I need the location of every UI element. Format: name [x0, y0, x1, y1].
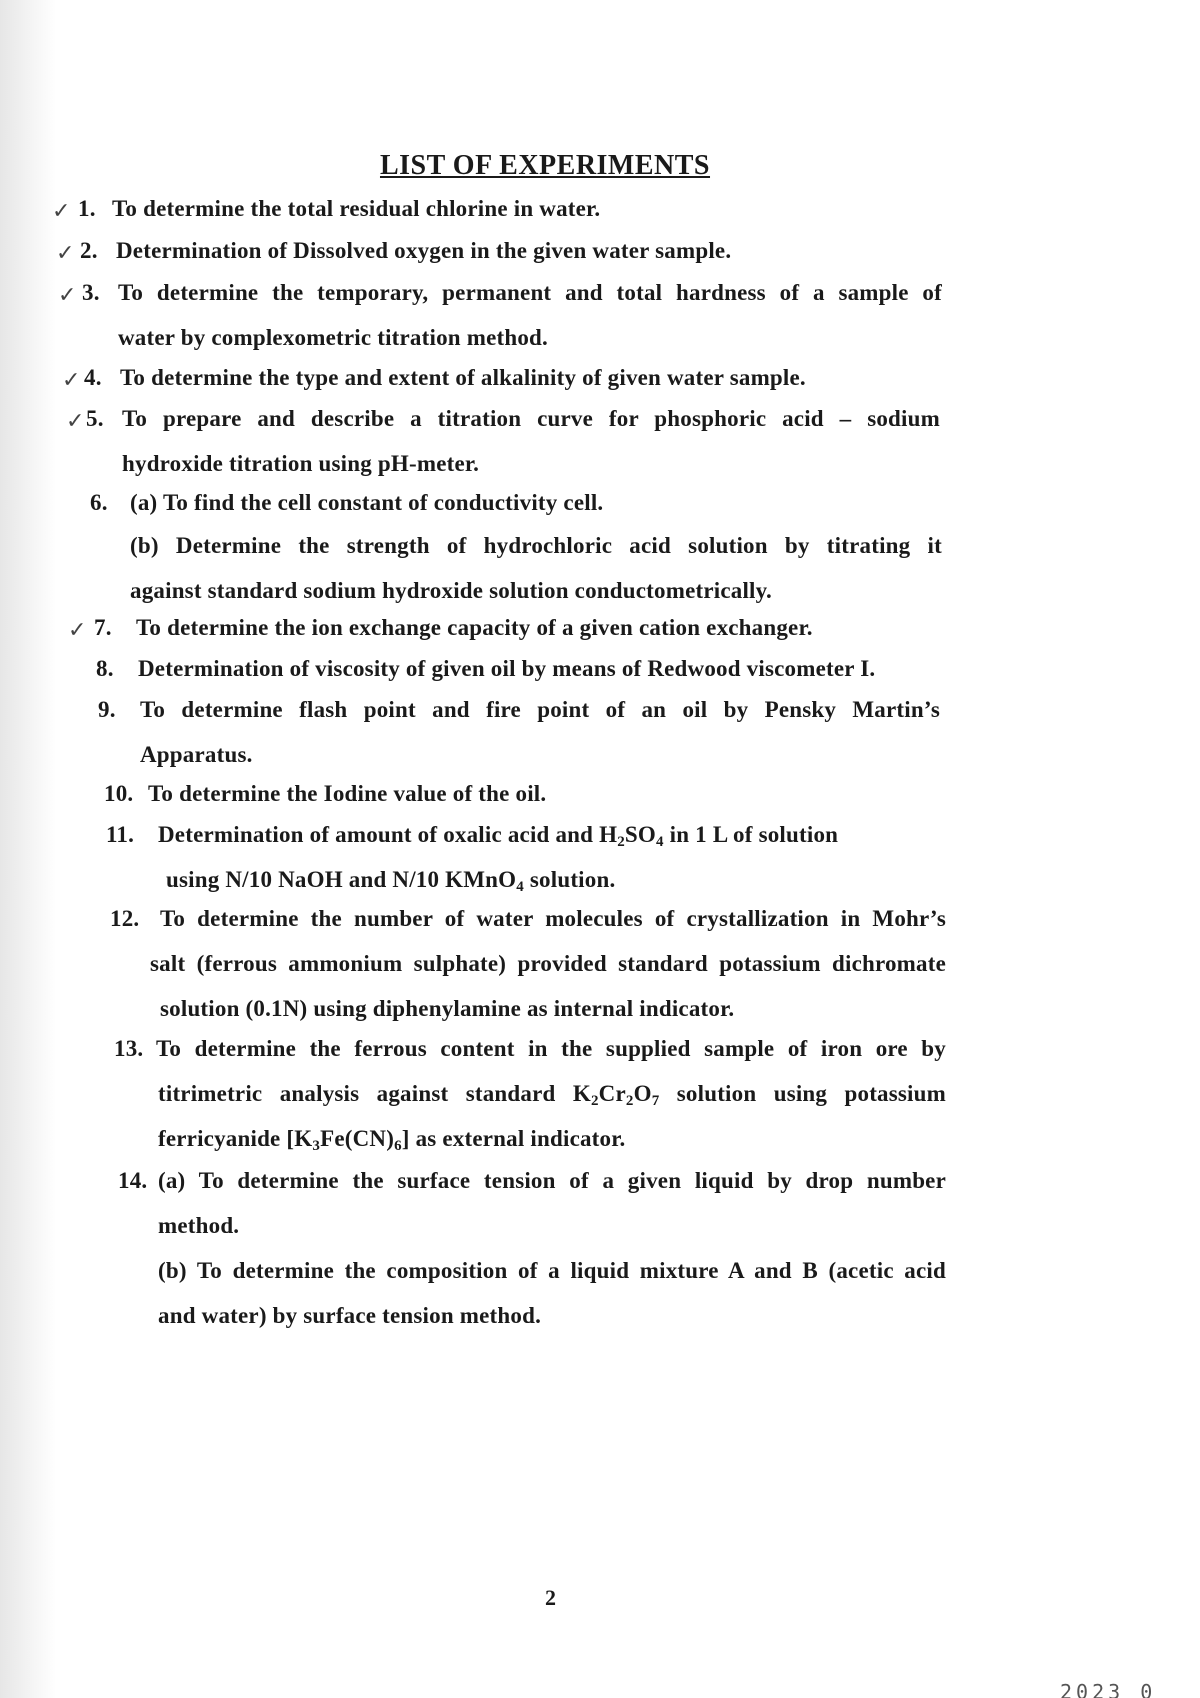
experiment-7 — [68, 605, 954, 650]
corner-stamp: 2023 0 — [1060, 1680, 1157, 1698]
experiment-number: 8. — [96, 656, 114, 681]
experiment-number: 3. — [82, 280, 100, 305]
experiment-3 — [58, 270, 942, 360]
experiment-12 — [110, 896, 970, 1031]
checkmark-icon: ✓ — [68, 617, 87, 642]
experiment-text: and water) by surface tension method. — [158, 1303, 542, 1328]
experiment-number: 14. — [118, 1168, 148, 1193]
experiment-text: method. — [158, 1213, 240, 1238]
experiment-number: 6. — [90, 490, 108, 515]
experiment-text: Determination of Dissolved oxygen in the given water sample. — [116, 238, 732, 263]
experiment-text: Apparatus. — [140, 742, 253, 767]
scan-edge-shadow — [0, 0, 56, 1698]
experiment-2 — [56, 228, 940, 273]
experiment-text: using N/10 NaOH and N/10 KMnO$_4$ solution. — [166, 867, 616, 895]
checkmark-icon: ✓ — [58, 282, 77, 307]
experiment-text: To prepare and describe a titration curve for phosphoric acid – sodium — [122, 406, 940, 431]
experiment-text: To determine the Iodine value of the oil. — [148, 781, 547, 806]
experiment-text: To determine the number of water molecules of crystallization in Mohr’s — [160, 906, 946, 931]
experiment-text: To determine the ferrous content in the supplied sample of iron ore by — [156, 1036, 946, 1061]
experiment-number: 13. — [114, 1036, 144, 1061]
experiment-text: salt (ferrous ammonium sulphate) provided standard potassium dichromate — [150, 951, 946, 976]
checkmark-icon: ✓ — [52, 198, 71, 223]
experiment-text: To determine the ion exchange capacity of a given cation exchanger. — [136, 615, 813, 640]
experiment-number: 4. — [84, 365, 102, 390]
experiment-text: (b) Determine the strength of hydrochloric acid solution by titrating it — [130, 533, 942, 558]
experiment-text: Determination of amount of oxalic acid and $H_2SO_4$ in 1 L of solution — [158, 822, 839, 850]
experiment-number: 7. — [94, 615, 112, 640]
experiment-number: 5. — [86, 406, 104, 431]
experiment-6 — [90, 480, 950, 613]
checkmark-icon: ✓ — [62, 367, 81, 392]
experiment-text: titrimetric analysis against standard $K_2Cr_2O_7$ solution using potassium — [158, 1081, 946, 1109]
experiment-text: To determine flash point and fire point of an oil by Pensky Martin’s — [140, 697, 940, 722]
experiment-1 — [52, 186, 938, 231]
experiment-text: (b) To determine the composition of a liquid mixture A and B (acetic acid — [158, 1258, 946, 1283]
experiment-text: (a) To find the cell constant of conductivity cell. — [130, 490, 604, 515]
experiment-14 — [118, 1158, 978, 1338]
experiment-9 — [98, 687, 958, 777]
experiment-8 — [96, 646, 956, 691]
experiment-number: 1. — [78, 196, 96, 221]
experiment-11 — [106, 812, 966, 902]
experiment-text: Determination of viscosity of given oil by means of Redwood viscometer I. — [138, 656, 876, 681]
experiment-text: ferricyanide $[K_3Fe(CN)_6]$ as external indicator. — [158, 1126, 626, 1154]
checkmark-icon: ✓ — [56, 240, 75, 265]
checkmark-icon: ✓ — [66, 408, 85, 433]
experiment-10 — [104, 771, 964, 816]
experiment-number: 10. — [104, 781, 134, 806]
experiment-text: To determine the temporary, permanent and total hardness of a sample of — [118, 280, 942, 305]
experiment-number: 12. — [110, 906, 140, 931]
experiment-number: 11. — [106, 822, 135, 847]
page-title: LIST OF EXPERIMENTS — [379, 150, 711, 181]
experiment-number: 9. — [98, 697, 116, 722]
experiment-text: hydroxide titration using pH-meter. — [122, 451, 480, 476]
experiment-4 — [62, 355, 944, 400]
experiment-text: To determine the type and extent of alkalinity of given water sample. — [120, 365, 806, 390]
experiment-text: (a) To determine the surface tension of a given liquid by drop number — [158, 1168, 946, 1193]
experiment-text: solution (0.1N) using diphenylamine as internal indicator. — [160, 996, 735, 1021]
experiment-5 — [66, 396, 946, 486]
experiment-text: To determine the total residual chlorine in water. — [112, 196, 601, 221]
experiment-13 — [114, 1026, 974, 1161]
page-number: 2 — [545, 1585, 556, 1610]
experiment-text: water by complexometric titration method. — [118, 325, 548, 350]
experiment-number: 2. — [80, 238, 98, 263]
experiment-text: against standard sodium hydroxide solution conductometrically. — [130, 578, 773, 603]
